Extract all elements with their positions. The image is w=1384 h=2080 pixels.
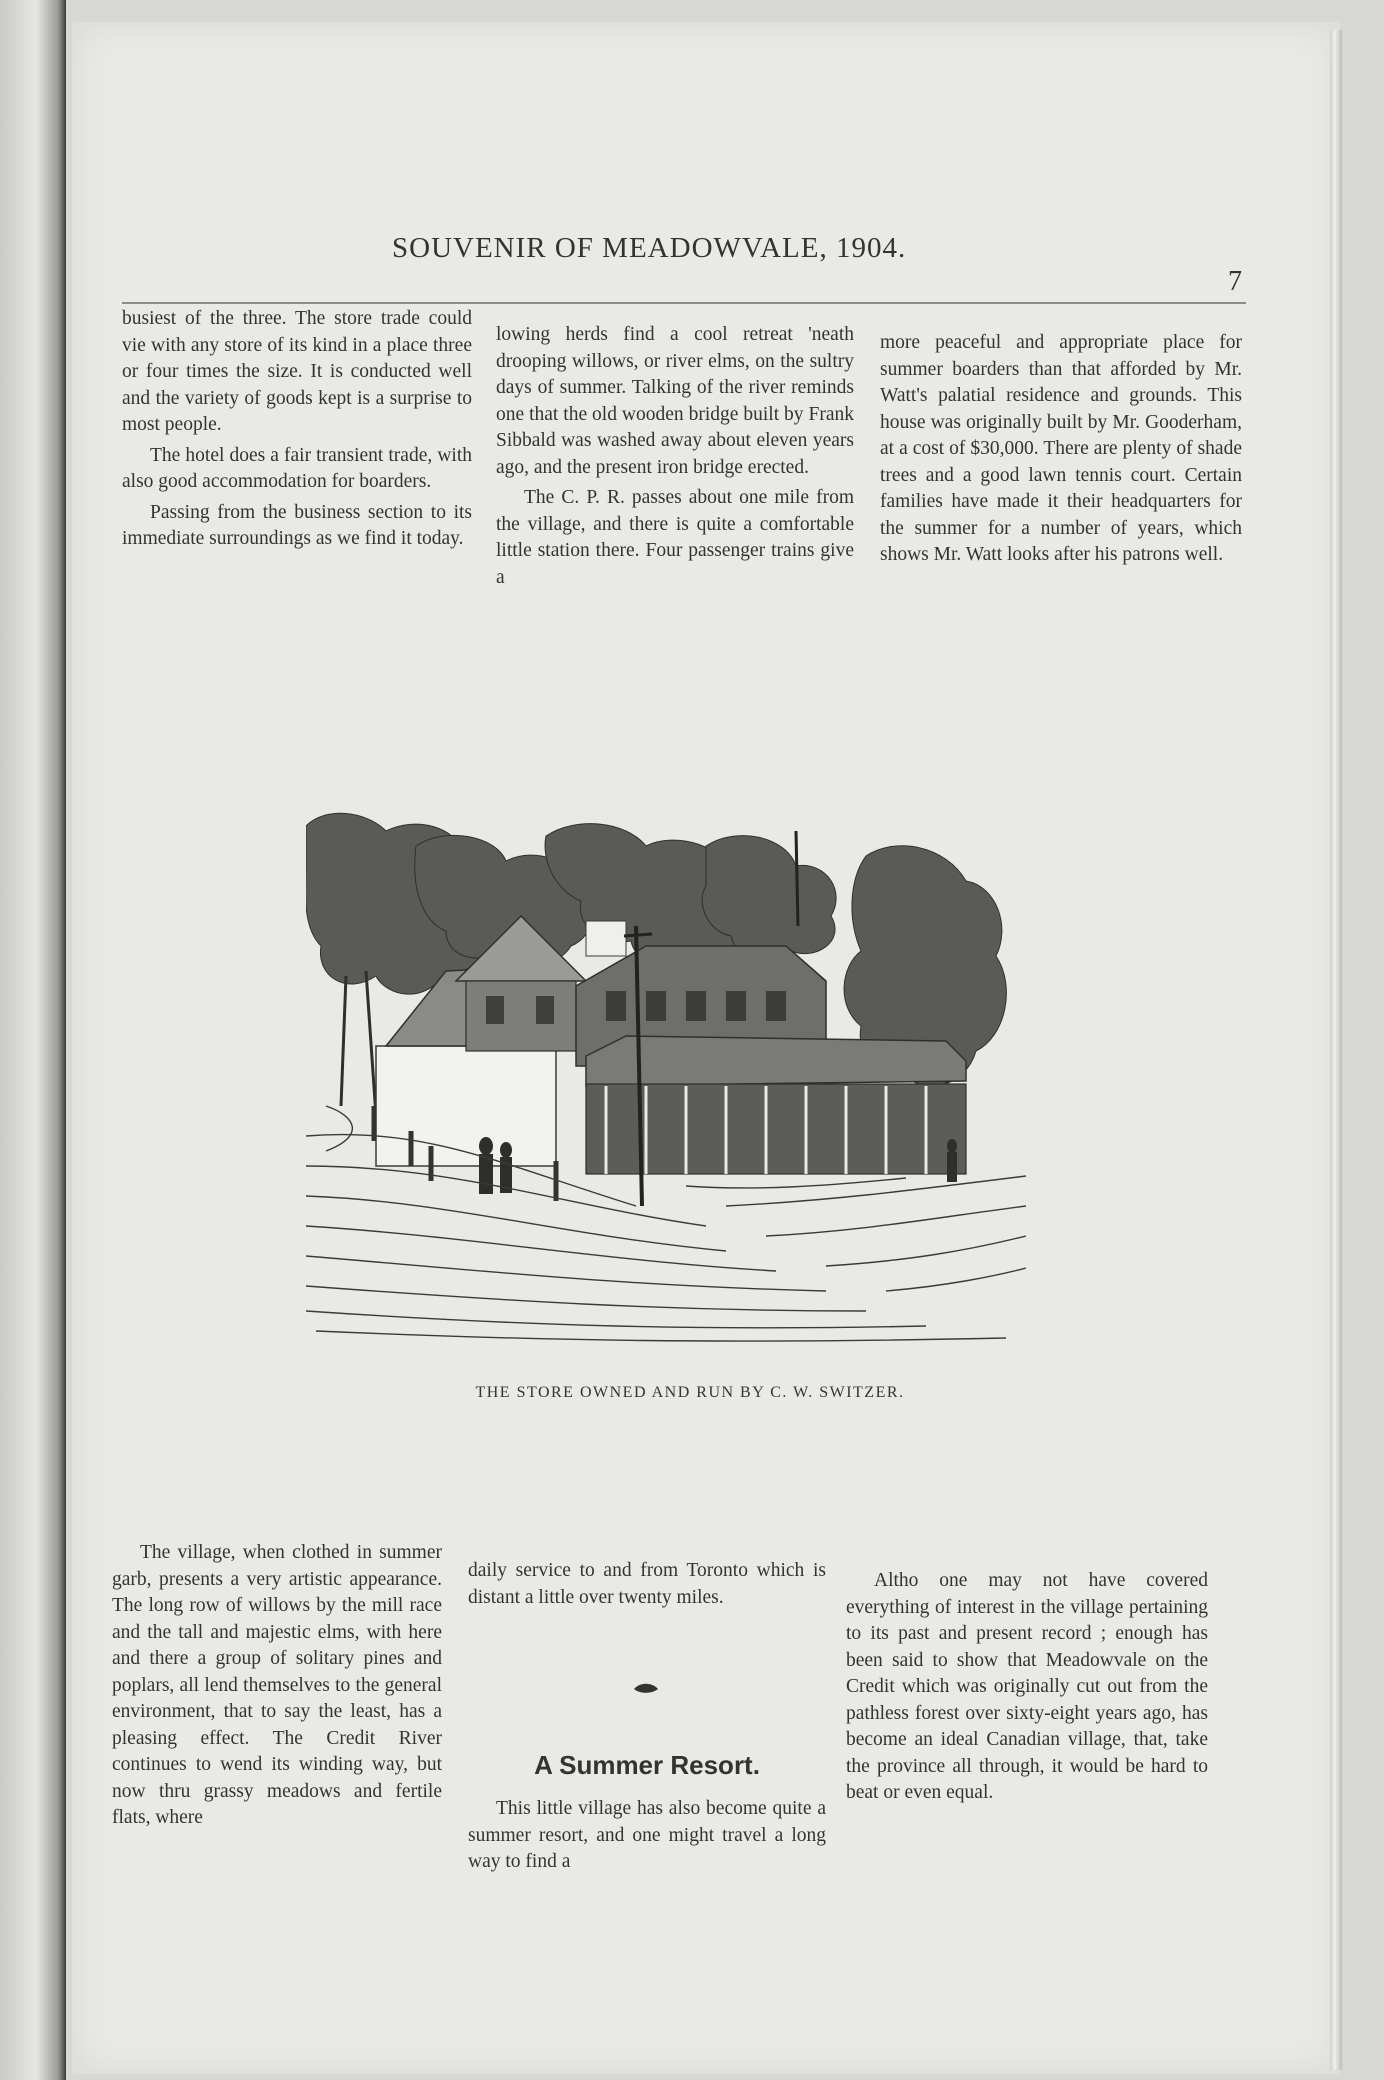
paragraph: The hotel does a fair transient trade, with also good accommodation for boarders. (122, 444, 472, 492)
paragraph: The village, when clothed in summer garb, presents a very artistic appearance. The long row of willows by the mill race and the tall and majestic elms, with here and there a group of solitary pines and poplars, all lend themselves to the general environment, that to say the least, has a pleasing effect. The Credit River continues to wend its winding way, but now thru grassy meadows and fertile flats, where (112, 1542, 442, 1828)
bottom-column-1 (112, 1540, 442, 1832)
illustration-caption: THE STORE OWNED AND RUN BY C. W. SWITZER. (475, 1384, 905, 1401)
paragraph: daily service to and from Toronto which is distant a little over twenty miles. (468, 1560, 826, 1608)
paragraph: This little village has also become quite a summer resort, and one might travel a long way to find a (468, 1798, 826, 1872)
section-ornament-icon (634, 1682, 658, 1696)
paragraph: Passing from the business section to its immediate surroundings as we find it today. (122, 501, 472, 549)
top-column-1 (122, 306, 472, 553)
running-header: SOUVENIR OF MEADOWVALE, 1904. (392, 232, 907, 264)
book-spine (0, 0, 66, 2080)
bottom-column-2-continued (468, 1796, 826, 1876)
page-number: 7 (1228, 266, 1242, 297)
header-rule (122, 302, 1246, 304)
bottom-column-3 (846, 1568, 1208, 1807)
paragraph: lowing herds find a cool retreat 'neath drooping willows, or river elms, on the sultry days of summer. Talking of the river reminds one that the old wooden bridge built by Frank Sibbald was washed away about eleven years ago, and the present iron bridge erected. (496, 324, 854, 478)
paragraph: Altho one may not have covered everything of interest in the village pertaining to its past and present record ; enough has been said to show that Meadowvale on the Credit which was originally cut out from the pathless forest over sixty-eight years ago, has become an ideal Canadian village, that, take the province all through, it would be hard to beat or even equal. (846, 1570, 1208, 1803)
paragraph: more peaceful and appropriate place for summer boarders than that afforded by Mr. Watt's palatial residence and grounds. This house was originally built by Mr. Gooderham, at a cost of $30,000. There are plenty of shade trees and a good lawn tennis court. Certain families have made it their headquarters for the summer for a number of years, which shows Mr. Watt looks after his patrons well. (880, 332, 1242, 565)
top-column-2 (496, 322, 854, 591)
paragraph: The C. P. R. passes about one mile from the village, and there is quite a comfortable little station there. Four passenger trains give a (496, 487, 854, 588)
store-illustration (306, 806, 1026, 1346)
section-heading: A Summer Resort. (534, 1750, 760, 1780)
paragraph: busiest of the three. The store trade could vie with any store of its kind in a place three or four times the size. It is conducted well and the variety of goods kept is a surprise to most people. (122, 308, 472, 435)
bottom-column-2 (468, 1558, 826, 1611)
page-edge (1330, 30, 1342, 2070)
top-column-3 (880, 330, 1242, 569)
